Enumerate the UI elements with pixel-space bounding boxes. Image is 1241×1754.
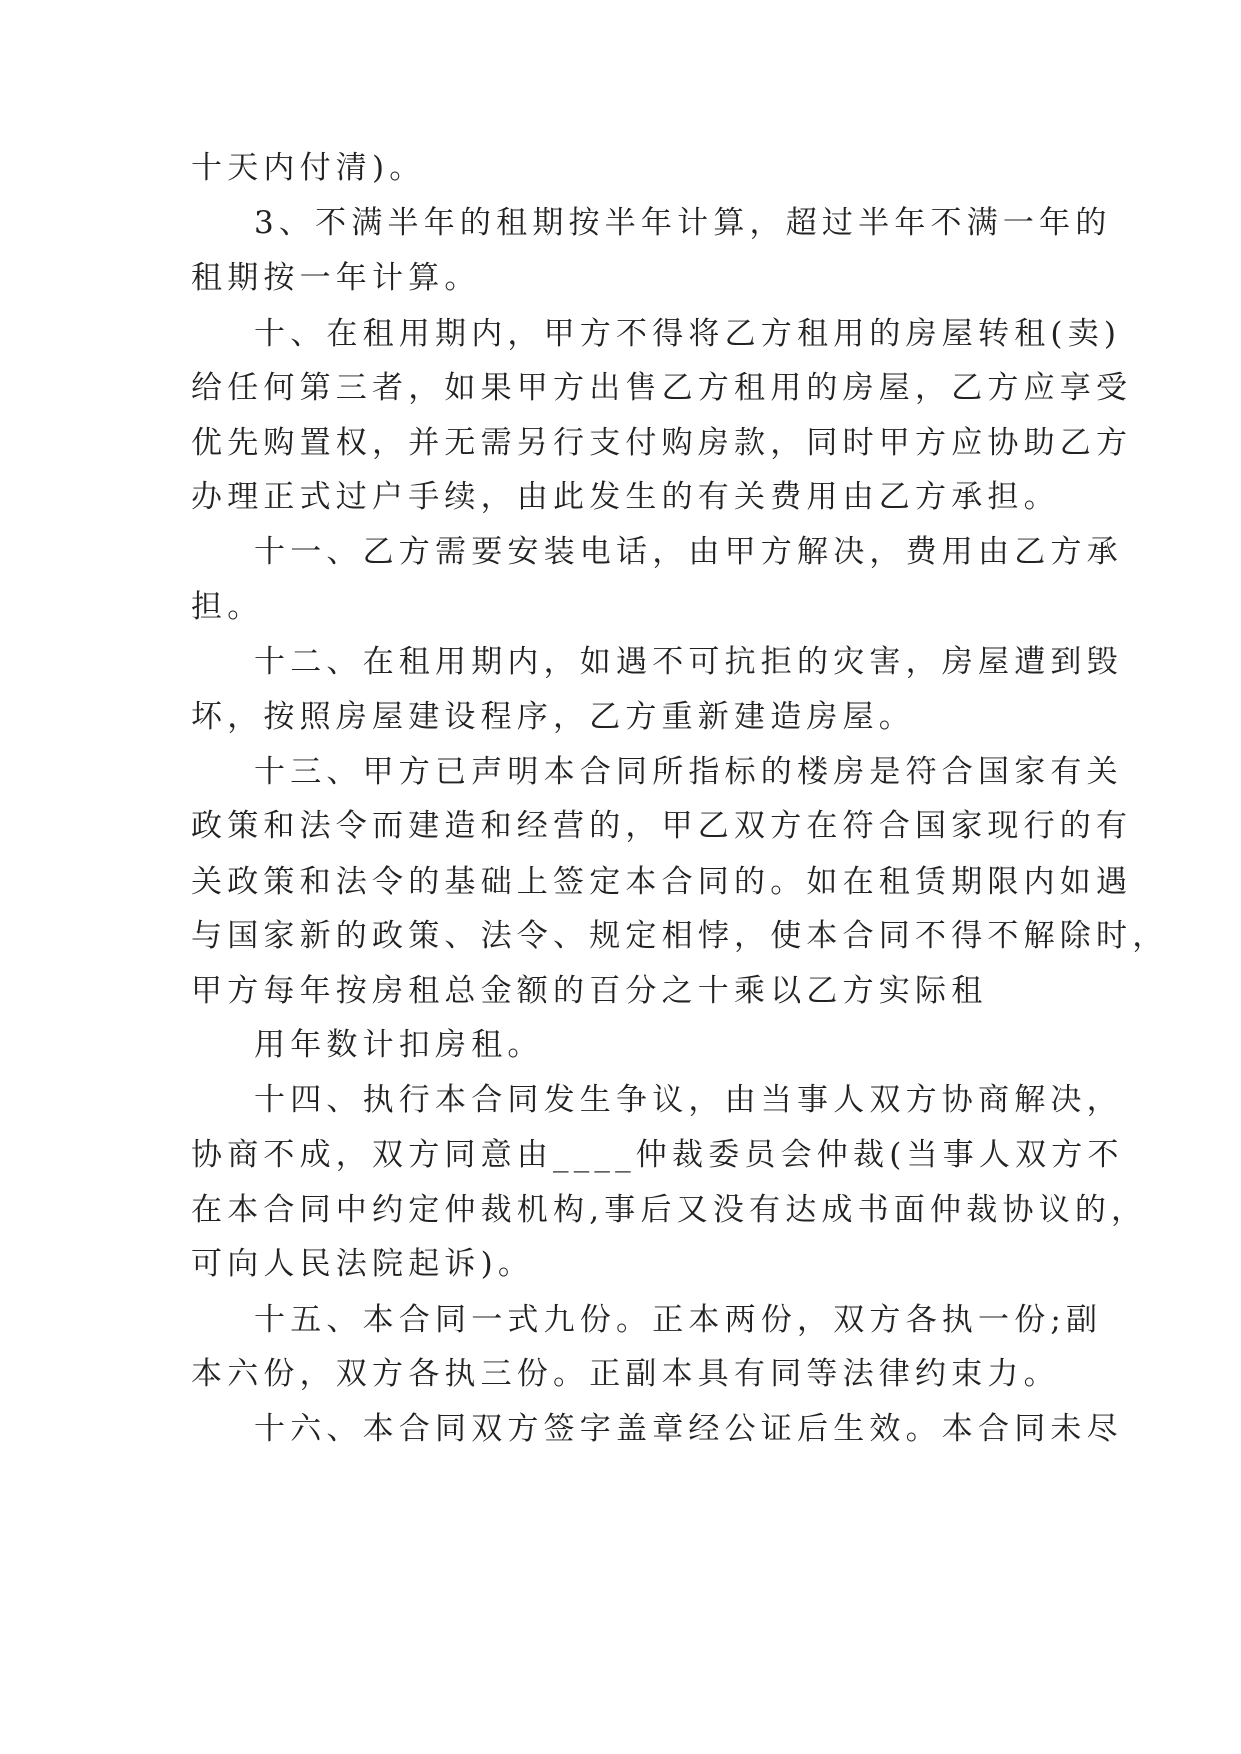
- text-line: 在本合同中约定仲裁机构,事后又没有达成书面仲裁协议的，: [191, 1192, 1148, 1228]
- text-line: 给任何第三者，如果甲方出售乙方租用的房屋，乙方应享受: [191, 370, 1133, 406]
- text-line: 坏，按照房屋建设程序，乙方重新建造房屋。: [191, 699, 915, 735]
- text-line: 甲方每年按房租总金额的百分之十乘以乙方实际租: [191, 973, 988, 1009]
- text-line: 优先购置权，并无需另行支付购房款，同时甲方应协助乙方: [191, 425, 1133, 461]
- text-line: 可向人民法院起诉)。: [191, 1246, 535, 1282]
- text-line: 十二、在租用期内，如遇不可抗拒的灾害，房屋遭到毁: [254, 644, 1123, 680]
- text-line: 与国家新的政策、法令、规定相悖，使本合同不得不解除时，: [191, 918, 1169, 954]
- text-line: 关政策和法令的基础上签定本合同的。如在租赁期限内如遇: [191, 864, 1133, 900]
- text-line: 十天内付清)。: [191, 150, 426, 186]
- text-line: 十四、执行本合同发生争议，由当事人双方协商解决，: [254, 1082, 1123, 1118]
- text-line: 担。: [191, 589, 264, 625]
- text-line: 十、在租用期内，甲方不得将乙方租用的房屋转租(卖): [254, 316, 1122, 352]
- text-line: 租期按一年计算。: [191, 260, 481, 296]
- text-line: 办理正式过户手续，由此发生的有关费用由乙方承担。: [191, 479, 1060, 515]
- text-line: 政策和法令而建造和经营的，甲乙双方在符合国家现行的有: [191, 808, 1133, 844]
- text-line: 协商不成，双方同意由____仲裁委员会仲裁(当事人双方不: [191, 1137, 1124, 1173]
- text-line: 用年数计扣房租。: [254, 1027, 544, 1063]
- text-line: 3、不满半年的租期按半年计算，超过半年不满一年的: [254, 205, 1112, 241]
- text-line: 本六份，双方各执三份。正副本具有同等法律约束力。: [191, 1356, 1060, 1392]
- text-line: 十六、本合同双方签字盖章经公证后生效。本合同未尽: [254, 1411, 1123, 1447]
- text-line: 十一、乙方需要安装电话，由甲方解决，费用由乙方承: [254, 534, 1123, 570]
- text-line: 十五、本合同一式九份。正本两份，双方各执一份;副: [254, 1302, 1103, 1338]
- text-line: 十三、甲方已声明本合同所指标的楼房是符合国家有关: [254, 754, 1123, 790]
